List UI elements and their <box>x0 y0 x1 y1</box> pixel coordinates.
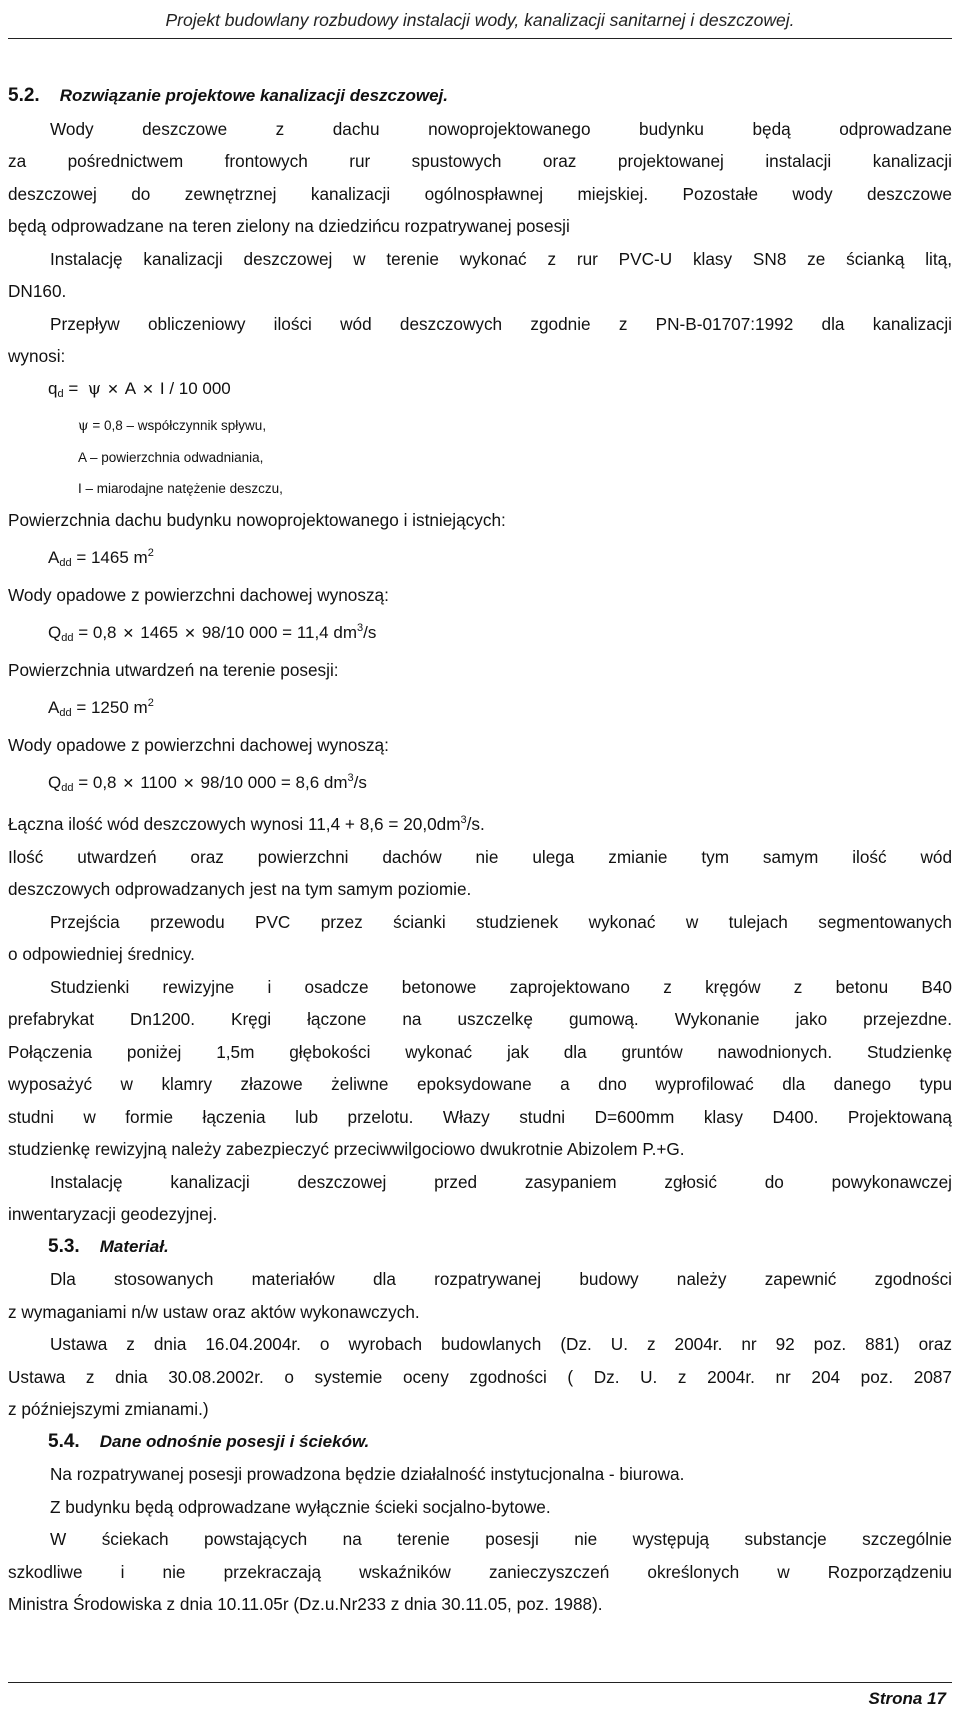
paragraph-line: Przepływ obliczeniowy ilości wód deszczowych zgodnie z PN-B-01707:1992 dla kanalizacji <box>50 313 952 334</box>
section-title: Materiał. <box>99 1236 169 1256</box>
section-number: 5.4. <box>48 1430 80 1452</box>
legend-psi: ψ = 0,8 – współczynnik spływu, <box>78 418 267 434</box>
paragraph-line: prefabrykat Dn1200. Kręgi łączone na uszczelkę gumową. Wykonanie jako przejezdne. <box>8 1009 952 1029</box>
paragraph-inventory <box>8 1166 952 1231</box>
paragraph-line: Ustawa z dnia 30.08.2002r. o systemie oceny zgodności ( Dz. U. z 2004r. nr 204 poz. 2087 <box>8 1366 952 1387</box>
section-number: 5.3. <box>48 1235 80 1257</box>
roof-area-value: $A_{dd} = 1465$ $m^2$ <box>48 546 154 569</box>
paragraph-line: o odpowiedniej średnicy. <box>8 944 195 964</box>
paragraph-line: Wody deszczowe z dachu nowoprojektowanego budynku będą odprowadzane <box>50 118 952 139</box>
paragraph-line: Instalację kanalizacji deszczowej w terenie wykonać z rur PVC-U klasy SN8 ze ścianką litą, <box>50 248 952 269</box>
paved-flow-label: Wody opadowe z powierzchni dachowej wynoszą: <box>8 735 389 755</box>
paragraph-line: studzienkę rewizyjną należy zabezpieczyć przeciwwilgociowo dwukrotnie Abizolem P.+G. <box>8 1139 685 1159</box>
roof-flow-value: $Q_{dd} = 0,8$ ✕ 1465 ✕ 98/10 000 = 11,4 $dm^3/s$ <box>48 621 377 644</box>
total-flow: Łączna ilość wód deszczowych wynosi $11,4 + 8,6 = 20,0dm^3/s$. <box>8 814 485 834</box>
formula-qd: $q_d = \psi$ ✕ A ✕ I / 10 000 <box>48 378 231 400</box>
paragraph-line: DN160. <box>8 281 67 301</box>
paragraph-line: Połączenia poniżej 1,5m głębokości wykonać jak dla gruntów nawodnionych. Studzienkę <box>8 1041 952 1062</box>
section-title: Rozwiązanie projektowe kanalizacji deszczowej. <box>59 86 448 105</box>
paragraph-line: Ustawa z dnia 16.04.2004r. o wyrobach budowlanych (Dz. U. z 2004r. nr 92 poz. 881) oraz <box>50 1334 952 1354</box>
paragraph-line: deszczowej do zewnętrznej kanalizacji ogólnospławnej miejskiej. Pozostałe wody deszczowe <box>8 183 952 204</box>
paragraph-line: wyposażyć w klamry złazowe żeliwne epoksydowane a dno wyprofilować dla danego typu <box>8 1074 952 1094</box>
paragraph-line: szkodliwe i nie przekraczają wskaźników zanieczyszczeń określonych w Rozporządzeniu <box>8 1561 952 1582</box>
paved-flow-value: $Q_{dd} = 0,8$ ✕ 1100 ✕ 98/10 000 = 8,6 $dm^3/s$ <box>48 771 367 794</box>
document-body <box>8 80 952 1621</box>
section-heading-5-3 <box>8 1231 952 1264</box>
paragraph-substances <box>8 1523 952 1621</box>
paved-area-label: Powierzchnia utwardzeń na terenie posesji: <box>8 660 339 680</box>
times-icon: ✕ <box>107 381 119 398</box>
paragraph-drainage <box>8 113 952 243</box>
footer-divider <box>8 1682 952 1683</box>
paragraph-line: będą odprowadzane na teren zielony na dziedzińcu rozpatrywanej posesji <box>8 216 570 236</box>
section-heading-5-2 <box>8 80 952 113</box>
paragraph-line: Ministra Środowiska z dnia 10.11.05r (Dz.u.Nr233 z dnia 30.11.05, poz. 1988). <box>8 1594 603 1614</box>
psi-symbol: ψ <box>87 378 102 399</box>
roof-flow-label: Wody opadowe z powierzchni dachowej wynoszą: <box>8 585 389 605</box>
times-icon: ✕ <box>142 381 154 398</box>
section-title: Dane odnośnie posesji i ścieków. <box>99 1431 370 1451</box>
header-divider <box>8 38 952 39</box>
paragraph-line: inwentaryzacji geodezyjnej. <box>8 1204 218 1224</box>
paragraph-line: W ściekach powstających na terenie posesji nie występują substancje szczególnie <box>50 1529 952 1549</box>
paragraph-line: Ilość utwardzeń oraz powierzchni dachów nie ulega zmianie tym samym ilość wód <box>8 846 952 867</box>
paragraph-line: deszczowych odprowadzanych jest na tym samym poziomie. <box>8 879 472 899</box>
paragraph-pvc-passages <box>8 906 952 971</box>
paragraph-laws <box>8 1328 952 1426</box>
paved-area-value: $A_{dd} = 1250$ $m^2$ <box>48 696 154 719</box>
times-icon: ✕ <box>182 775 195 792</box>
paragraph-unchanged <box>8 841 952 906</box>
paragraph-line: wynosi: <box>8 346 66 366</box>
times-icon: ✕ <box>122 625 135 642</box>
paragraph-line: Dla stosowanych materiałów dla rozpatrywanej budowy należy zapewnić zgodności <box>50 1269 952 1289</box>
paragraph-line: Przejścia przewodu PVC przez ścianki studzienek wykonać w tulejach segmentowanych <box>50 911 952 932</box>
paragraph-line: Studzienki rewizyjne i osadcze betonowe zaprojektowano z kręgów z betonu B40 <box>50 976 952 997</box>
paragraph-activity: Na rozpatrywanej posesji prowadzona będzie działalność instytucjonalna - biurowa. <box>50 1464 685 1484</box>
section-number: 5.2. <box>8 85 40 106</box>
paragraph-materials <box>8 1263 952 1328</box>
document-header: Projekt budowlany rozbudowy instalacji wody, kanalizacji sanitarnej i deszczowej. <box>165 10 795 30</box>
paragraph-line: z późniejszymi zmianami.) <box>8 1399 209 1419</box>
legend-a: A – powierzchnia odwadniania, <box>78 450 264 465</box>
section-heading-5-4 <box>8 1426 952 1459</box>
paragraph-pipes <box>8 243 952 308</box>
roof-area-label: Powierzchnia dachu budynku nowoprojektowanego i istniejących: <box>8 510 506 530</box>
legend-i: I – miarodajne natężenie deszczu, <box>78 481 283 496</box>
paragraph-manholes <box>8 971 952 1166</box>
paragraph-flow-calc <box>8 308 952 373</box>
paragraph-line: z wymaganiami n/w ustaw oraz aktów wykonawczych. <box>8 1301 420 1322</box>
times-icon: ✕ <box>184 625 196 642</box>
paragraph-line: Instalację kanalizacji deszczowej przed zasypaniem zgłosić do powykonawczej <box>50 1171 952 1192</box>
paragraph-sewage-type: Z budynku będą odprowadzane wyłącznie ścieki socjalno-bytowe. <box>50 1496 551 1517</box>
page-number: Strona 17 <box>868 1689 946 1708</box>
paragraph-line: studni w formie łączenia lub przelotu. Włazy studni D=600mm klasy D400. Projektowaną <box>8 1106 952 1127</box>
times-icon: ✕ <box>122 775 135 792</box>
paragraph-line: za pośrednictwem frontowych rur spustowych oraz projektowanej instalacji kanalizacji <box>8 151 952 171</box>
